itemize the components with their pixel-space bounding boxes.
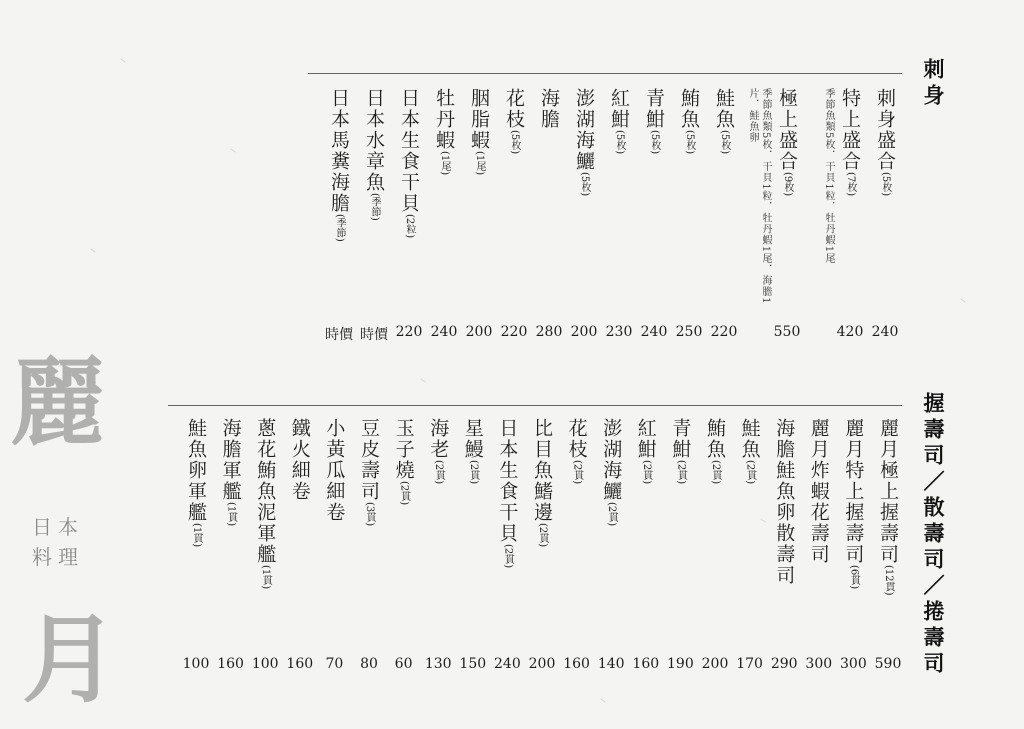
menu-item xyxy=(534,88,564,344)
menu-item-price: 300 xyxy=(840,656,867,672)
menu-item-name xyxy=(324,88,354,242)
menu-item-title: 特上盛合 xyxy=(839,88,861,172)
menu-item-price: 240 xyxy=(430,324,458,340)
menu-item-title: 海老 xyxy=(427,418,450,460)
menu-item-title: 花枝 xyxy=(565,418,588,460)
menu-item xyxy=(569,88,599,344)
menu-item xyxy=(285,418,315,676)
menu-item-name xyxy=(596,418,626,526)
menu-item-name xyxy=(769,418,799,586)
menu-item xyxy=(389,418,419,676)
menu-item-price: 240 xyxy=(640,324,668,340)
menu-item xyxy=(700,418,730,676)
menu-item xyxy=(499,88,529,344)
menu-item-title: 小黃瓜細卷 xyxy=(323,418,346,523)
menu-item xyxy=(354,418,384,676)
menu-item-quantity: (2貫) xyxy=(571,460,583,485)
brand-tagline xyxy=(32,512,92,572)
menu-item-title: 鮪魚 xyxy=(678,88,700,130)
menu-item xyxy=(873,418,903,676)
menu-item-price: 時價 xyxy=(325,327,353,343)
menu-item xyxy=(458,418,488,676)
menu-item-price: 時價 xyxy=(360,327,388,343)
menu-item xyxy=(596,418,626,676)
menu-item-title: 胭脂蝦 xyxy=(468,88,490,151)
menu-item xyxy=(665,418,695,676)
menu-item xyxy=(631,418,661,676)
menu-item-title: 鮪魚 xyxy=(704,418,726,460)
menu-item-price: 220 xyxy=(710,324,738,340)
menu-item xyxy=(181,418,211,676)
menu-item-title: 豆皮壽司 xyxy=(358,418,380,502)
menu-item-price: 240 xyxy=(871,324,899,340)
menu-item-price: 240 xyxy=(494,656,521,672)
menu-item xyxy=(639,88,669,344)
menu-item-name xyxy=(835,88,865,196)
menu-item-quantity: (7枚) xyxy=(845,172,856,197)
menu-item-title: 麗月炸蝦花壽司 xyxy=(807,418,830,565)
menu-item-price: 300 xyxy=(805,656,833,672)
menu-item xyxy=(735,418,765,676)
menu-item-price: 590 xyxy=(874,656,902,672)
section-rule-sashimi xyxy=(308,73,902,74)
menu-item-title: 青魽 xyxy=(643,88,665,130)
menu-item xyxy=(319,418,349,676)
menu-item-quantity: (2粒) xyxy=(404,214,415,239)
brand-logo-char-1: 麗 xyxy=(10,346,106,459)
menu-item xyxy=(823,88,865,344)
menu-item-note: 季節魚類5枚．干貝1粒．牡丹蝦1尾．海膽1片．鮭魚卵 xyxy=(747,88,771,305)
menu-item xyxy=(747,88,802,344)
menu-item-title: 極上盛合 xyxy=(776,88,798,172)
menu-item xyxy=(250,418,280,676)
menu-item-price: 200 xyxy=(465,324,493,340)
section-title-sashimi: 刺身 xyxy=(921,58,946,110)
menu-item-name xyxy=(604,88,634,154)
menu-item-price: 280 xyxy=(535,324,563,340)
menu-item xyxy=(804,418,834,676)
menu-item-quantity: (5枚) xyxy=(509,130,520,155)
menu-item-name xyxy=(772,88,802,196)
menu-item-price: 170 xyxy=(736,656,763,672)
menu-item-name xyxy=(569,88,599,196)
menu-item-price: 230 xyxy=(605,324,633,340)
menu-item-quantity: (2貫) xyxy=(675,460,687,485)
menu-item-title: 日本水章魚 xyxy=(363,88,385,193)
menu-item-quantity: (1尾) xyxy=(439,151,450,176)
menu-item-name xyxy=(562,418,592,484)
menu-item-quantity: (5枚) xyxy=(684,130,695,155)
menu-item xyxy=(604,88,634,344)
menu-item-price: 200 xyxy=(701,656,729,672)
menu-item-title: 紅魽 xyxy=(608,88,630,130)
section-rule-sushi xyxy=(168,405,902,406)
menu-item-title: 鮭魚 xyxy=(713,88,735,130)
menu-item-price: 200 xyxy=(528,656,556,672)
menu-item-name xyxy=(285,418,315,502)
menu-item-title: 麗月極上握壽司 xyxy=(877,418,899,565)
menu-item-title: 鮭魚卵軍艦 xyxy=(185,418,207,523)
menu-item-price: 70 xyxy=(325,656,344,672)
menu-item-name xyxy=(873,418,903,596)
menu-item-title: 日本生食干貝 xyxy=(398,88,420,214)
menu-item-title: 日本生食干貝 xyxy=(496,418,519,544)
menu-item-name xyxy=(492,418,522,568)
menu-item-name xyxy=(527,418,557,547)
menu-item xyxy=(870,88,900,344)
brand-tagline-line-1: 日本 xyxy=(32,515,84,539)
brand-tagline-line-2: 料理 xyxy=(32,545,84,569)
menu-item-name xyxy=(181,418,211,547)
menu-item-name xyxy=(464,88,494,175)
menu-item-name xyxy=(700,418,730,484)
menu-item xyxy=(709,88,739,344)
menu-item-quantity: (2貫) xyxy=(744,460,756,485)
menu-item-title: 玉子燒 xyxy=(392,418,415,481)
menu-item-quantity: (5枚) xyxy=(880,172,891,197)
menu-item xyxy=(394,88,424,344)
menu-item-note: 季節魚類5枚．干貝1粒．牡丹蝦1尾 xyxy=(823,88,834,265)
section-title-sushi: 握壽司／散壽司／捲壽司 xyxy=(921,392,946,678)
menu-item-quantity: (2貫) xyxy=(467,460,479,485)
menu-item-price: 140 xyxy=(597,656,625,672)
menu-item xyxy=(464,88,494,344)
menu-item-name xyxy=(429,88,459,175)
menu-item-price: 420 xyxy=(836,324,864,340)
menu-item xyxy=(674,88,704,344)
menu-item-price: 100 xyxy=(182,656,210,672)
menu-item-title: 蔥花鮪魚泥軍艦 xyxy=(254,418,277,565)
menu-item-quantity: (5枚) xyxy=(614,130,625,155)
menu-item-name xyxy=(423,418,453,484)
menu-item xyxy=(423,418,453,676)
menu-item-title: 青魽 xyxy=(669,418,692,460)
menu-item xyxy=(492,418,522,676)
menu-item-quantity: (季節) xyxy=(334,214,345,242)
menu-item-quantity: (1貫) xyxy=(260,565,272,590)
menu-item-price: 60 xyxy=(394,656,413,672)
menu-item-title: 星鰻 xyxy=(461,418,484,460)
menu-item xyxy=(769,418,799,676)
menu-item-name xyxy=(534,88,564,130)
menu-item-price: 160 xyxy=(286,656,314,672)
menu-item-price: 160 xyxy=(563,656,590,672)
menu-item-title: 花枝 xyxy=(503,88,525,130)
menu-item-name xyxy=(499,88,529,154)
menu-item xyxy=(216,418,246,676)
menu-item-title: 鮭魚 xyxy=(738,418,761,460)
menu-item-price: 190 xyxy=(667,656,694,672)
menu-item-quantity: (5枚) xyxy=(719,130,730,155)
menu-item-name xyxy=(216,418,246,526)
menu-item-price: 550 xyxy=(773,324,801,340)
menu-item xyxy=(562,418,592,676)
menu-item-quantity: (6貫) xyxy=(848,565,860,590)
menu-item-quantity: (2貫) xyxy=(537,523,548,548)
menu-item-name xyxy=(838,418,868,589)
menu-item-price: 250 xyxy=(675,324,703,340)
menu-item-name xyxy=(250,418,280,589)
menu-item-title: 海膽 xyxy=(538,88,560,130)
menu-item-name xyxy=(709,88,739,154)
menu-item-price: 290 xyxy=(770,656,798,672)
menu-item-quantity: (5枚) xyxy=(649,130,660,155)
menu-item-name xyxy=(735,418,765,484)
menu-item-title: 牡丹蝦 xyxy=(433,88,455,151)
menu-item-title: 鐵火細卷 xyxy=(288,418,311,502)
menu-item-title: 海膽軍艦 xyxy=(219,418,242,502)
menu-item-quantity: (5枚) xyxy=(579,172,590,197)
menu-item-price: 220 xyxy=(500,324,528,340)
menu-item-price: 80 xyxy=(360,656,378,672)
menu-item-title: 澎湖海鱺 xyxy=(573,88,595,172)
menu-item-name xyxy=(639,88,669,154)
menu-item-quantity: (1尾) xyxy=(474,151,485,176)
menu-item-name xyxy=(394,88,424,238)
menu-item-price: 200 xyxy=(570,324,598,340)
menu-item xyxy=(838,418,868,676)
menu-item-price: 220 xyxy=(395,324,423,340)
menu-item-quantity: (2貫) xyxy=(398,481,410,506)
menu-item-name xyxy=(804,418,834,565)
menu-item-quantity: (2貫) xyxy=(640,460,652,485)
menu-item-title: 澎湖海鱺 xyxy=(600,418,623,502)
menu-item-quantity: (1貫) xyxy=(191,523,202,548)
menu-item-name xyxy=(674,88,704,154)
menu-item-quantity: (季節) xyxy=(369,193,380,221)
menu-item-price: 160 xyxy=(632,656,660,672)
menu-item-title: 海膽鮭魚卵散壽司 xyxy=(773,418,796,586)
menu-item-price: 160 xyxy=(217,656,244,672)
menu-item xyxy=(429,88,459,344)
menu-item-quantity: (12貫) xyxy=(883,565,894,596)
menu-item-quantity: (2貫) xyxy=(606,502,618,527)
menu-item-quantity: (1貫) xyxy=(225,502,237,527)
menu-item-quantity: (2貫) xyxy=(433,460,445,485)
menu-item-name xyxy=(870,88,900,196)
menu-item-title: 日本馬糞海膽 xyxy=(328,88,350,214)
menu-item-price: 100 xyxy=(251,656,279,672)
menu-item-name xyxy=(665,418,695,484)
menu-item-title: 刺身盛合 xyxy=(874,88,896,172)
menu-item-name xyxy=(359,88,389,221)
menu-item-price: 150 xyxy=(459,656,487,672)
brand-logo-char-2: 月 xyxy=(22,603,118,716)
menu-item-quantity: (9枚) xyxy=(782,172,793,197)
menu-item xyxy=(527,418,557,676)
menu-item-name xyxy=(354,418,384,526)
menu-item-name xyxy=(389,418,419,505)
menu-item-name xyxy=(631,418,661,484)
menu-item xyxy=(359,88,389,344)
menu-item xyxy=(324,88,354,344)
menu-item-name xyxy=(458,418,488,484)
menu-item-name xyxy=(319,418,349,523)
menu-item-price: 130 xyxy=(424,656,452,672)
menu-item-quantity: (3貫) xyxy=(364,502,375,527)
menu-item-quantity: (2貫) xyxy=(710,460,721,485)
menu-item-title: 紅魽 xyxy=(634,418,657,460)
menu-item-title: 比目魚鰭邊 xyxy=(531,418,553,523)
menu-item-quantity: (2貫) xyxy=(502,544,514,569)
menu-item-title: 麗月特上握壽司 xyxy=(842,418,865,565)
